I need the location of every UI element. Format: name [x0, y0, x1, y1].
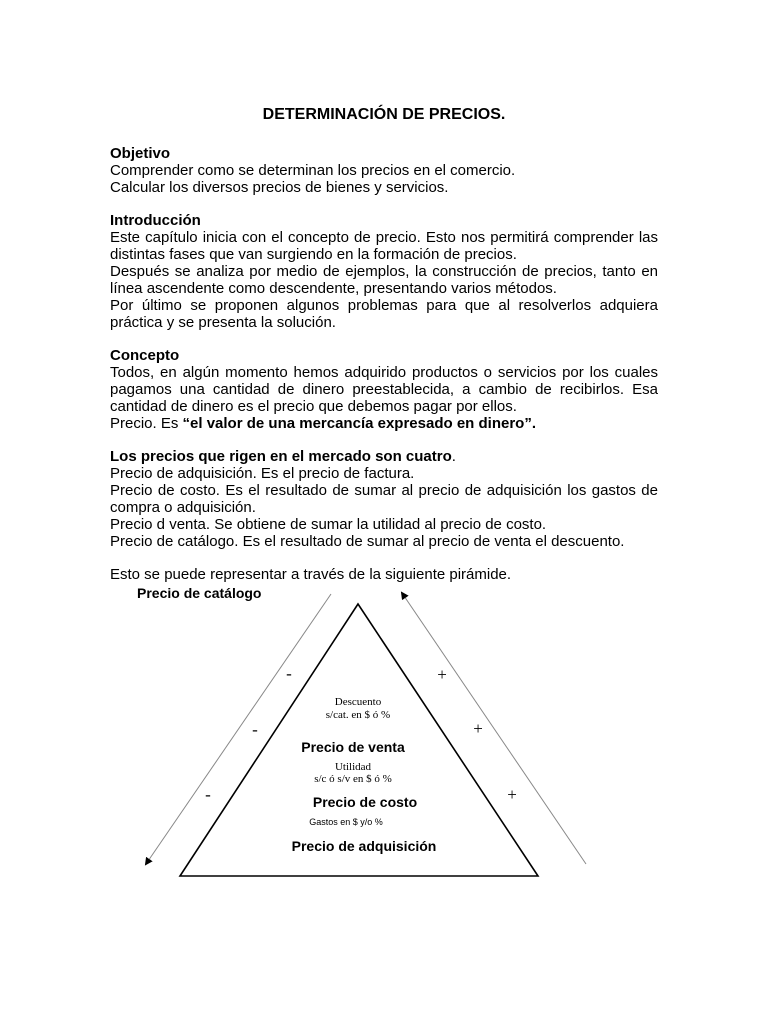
utilidad-sublabel: s/c ó s/v en $ ó % [314, 773, 392, 785]
sale-price-label: Precio de venta [301, 739, 405, 755]
introduccion-heading: Introducción [110, 212, 201, 229]
plus-sign: + [507, 785, 517, 804]
right-arrow-line [402, 593, 586, 864]
concepto-heading: Concepto [110, 347, 180, 364]
catalog-price-label: Precio de catálogo [137, 585, 262, 601]
descuento-label: Descuento [334, 696, 382, 708]
introduccion-paragraph: Este capítulo inicia con el concepto de precio. Esto nos permitirá comprender las distintas fases que van surgiendo en la formación de precios. [110, 229, 658, 263]
precio-costo-line: Precio de costo. Es el resultado de sumar al precio de adquisición los gastos de compra o adquisición. [110, 482, 658, 516]
left-arrow-line [146, 594, 331, 864]
plus-sign: + [473, 719, 483, 738]
precio-venta-line: Precio d venta. Se obtiene de sumar la utilidad al precio de costo. [110, 516, 547, 533]
objetivo-line: Comprender como se determinan los precios en el comercio. [110, 162, 516, 179]
precio-definition-quote: “el valor de una mercancía expresado en dinero”. [182, 415, 536, 432]
introduccion-paragraph: Por último se proponen algunos problemas para que al resolverlos adquiera práctica y se presenta la solución. [110, 297, 658, 331]
acquisition-price-label: Precio de adquisición [291, 838, 437, 854]
cost-price-label: Precio de costo [312, 794, 418, 810]
minus-sign: - [286, 664, 292, 683]
introduccion-paragraph: Después se analiza por medio de ejemplos, la construcción de precios, tanto en línea ascendente como descendente, presentando varios métodos. [110, 263, 658, 297]
descuento-sublabel: s/cat. en $ ó % [325, 709, 391, 721]
minus-sign: - [205, 785, 211, 804]
plus-sign: + [437, 665, 447, 684]
precio-definition-prefix: Precio. Es [110, 415, 183, 432]
concepto-paragraph: Todos, en algún momento hemos adquirido productos o servicios por los cuales pagamos una cantidad de dinero preestablecida, a cambio de recibirlos. Esa cantidad de dinero es el precio que debemos pagar por ellos. [110, 364, 658, 415]
pyramid-intro-text: Esto se puede representar a través de la siguiente pirámide. [110, 566, 512, 583]
minus-sign: - [252, 720, 258, 739]
utilidad-label: Utilidad [334, 761, 372, 773]
objetivo-heading: Objetivo [110, 145, 171, 162]
precios-heading: Los precios que rigen en el mercado son cuatro [110, 448, 452, 465]
precio-adquisicion-line: Precio de adquisición. Es el precio de factura. [110, 465, 415, 482]
objetivo-line: Calcular los diversos precios de bienes y servicios. [110, 179, 449, 196]
page-title: DETERMINACIÓN DE PRECIOS. [262, 106, 506, 123]
gastos-label: Gastos en $ y/o % [309, 817, 383, 827]
precio-catalogo-line: Precio de catálogo. Es el resultado de sumar al precio de venta el descuento. [110, 533, 625, 550]
precios-heading-suffix: . [451, 448, 456, 465]
